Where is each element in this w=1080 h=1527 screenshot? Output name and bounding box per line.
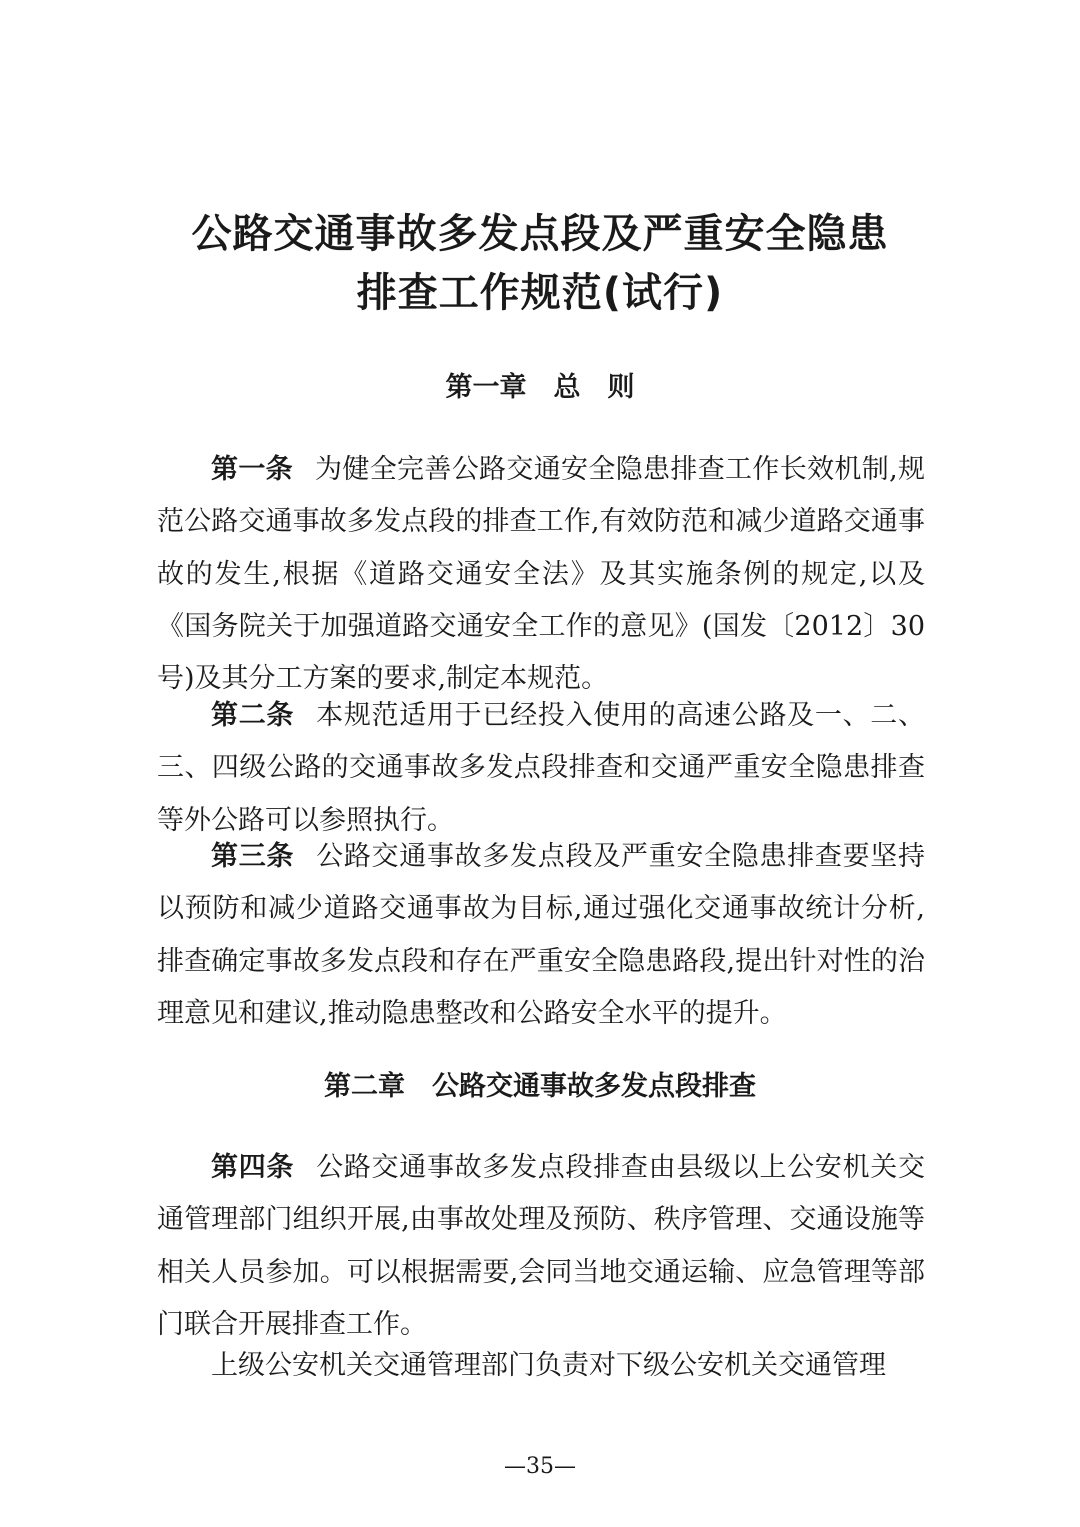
- chapter-2-heading: 第二章 公路交通事故多发点段排查: [324, 1071, 756, 1102]
- continuation-paragraph: 上级公安机关交通管理部门负责对下级公安机关交通管理: [211, 1350, 886, 1381]
- article-4-text: 公路交通事故多发点段排查由县级以上公安机关交通管理部门组织开展,由事故处理及预防、秩序管理、交通设施等相关人员参加。可以根据需要,会同当地交通运输、应急管理等部门联合开展排查工作。: [157, 1152, 925, 1340]
- document-title-line-2: 排查工作规范(试行): [356, 270, 724, 316]
- article-2-text: 本规范适用于已经投入使用的高速公路及一、二、三、四级公路的交通事故多发点段排查和交通严重安全隐患排查等外公路可以参照执行。: [157, 700, 925, 836]
- article-2-label: 第二条: [211, 700, 295, 731]
- article-4-label: 第四条: [211, 1152, 295, 1183]
- article-3-paragraph: [157, 831, 925, 1040]
- article-2-paragraph: [157, 690, 925, 847]
- article-3-text: 公路交通事故多发点段及严重安全隐患排查要坚持以预防和减少道路交通事故为目标,通过强化交通事故统计分析,排查确定事故多发点段和存在严重安全隐患路段,提出针对性的治理意见和建议,推动隐患整改和公路安全水平的提升。: [157, 841, 925, 1029]
- page-number: —35—: [504, 1454, 576, 1479]
- chapter-1-heading: 第一章 总 则: [445, 372, 635, 403]
- document-title-line-1: 公路交通事故多发点段及严重安全隐患: [191, 211, 889, 257]
- article-4-paragraph: [157, 1142, 925, 1351]
- article-1-paragraph: [157, 444, 925, 705]
- article-1-text: 为健全完善公路交通安全隐患排查工作长效机制,规范公路交通事故多发点段的排查工作,有效防范和减少道路交通事故的发生,根据《道路交通安全法》及其实施条例的规定,以及《国务院关于加强道路交通安全工作的意见》(国发〔2012〕30号)及其分工方案的要求,制定本规范。: [157, 454, 925, 695]
- article-3-label: 第三条: [211, 841, 295, 872]
- article-1-label: 第一条: [211, 454, 294, 485]
